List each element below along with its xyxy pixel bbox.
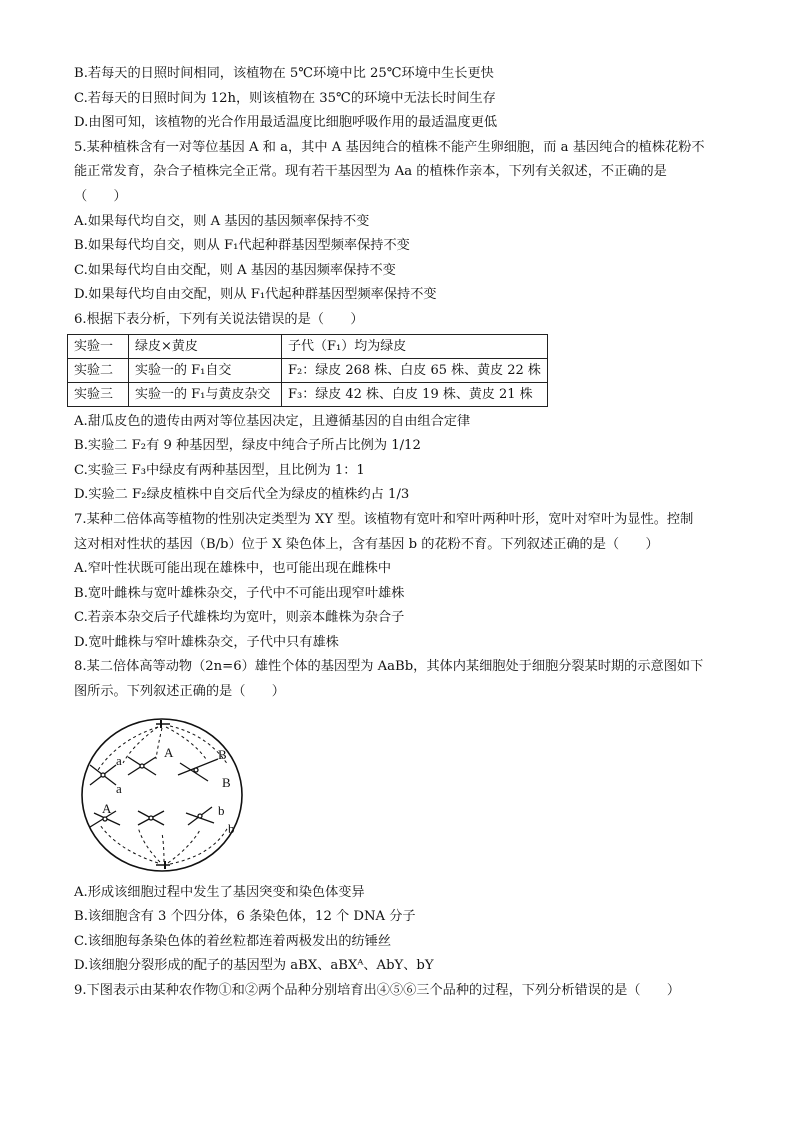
q6-stem: 6.根据下表分析，下列有关说法错误的是（ ）: [74, 311, 364, 327]
q8-option-a: A.形成该细胞过程中发生了基因突变和染色体变异: [74, 884, 365, 900]
q4-option-c: C.若每天的日照时间为 12h，则该植物在 35℃的环境中无法长时间生存: [74, 90, 496, 106]
q9-stem: 9.下图表示由某种农作物①和②两个品种分别培育出④⑤⑥三个品种的过程，下列分析错误的是（ ）: [74, 983, 681, 999]
table-cell: F₂：绿皮 268 株、白皮 65 株、黄皮 22 株: [282, 358, 548, 382]
table-cell: 绿皮×黄皮: [129, 334, 282, 358]
gene-label: B: [218, 746, 227, 762]
table-cell: 实验二: [68, 358, 129, 382]
q5-option-c: C.如果每代均自由交配，则 A 基因的基因频率保持不变: [74, 262, 396, 278]
q7-option-d: D.宽叶雌株与窄叶雄株杂交，子代中只有雄株: [74, 634, 339, 650]
q4-option-b: B.若每天的日照时间相同，该植物在 5℃环境中比 25℃环境中生长更快: [74, 66, 494, 81]
table-cell: 实验一的 F₁与黄皮杂交: [129, 382, 282, 406]
q5-answer-bracket: （ ）: [74, 188, 127, 204]
q7-option-c: C.若亲本杂交后子代雄株均为宽叶，则亲本雌株为杂合子: [74, 610, 405, 626]
table-cell: 实验一: [68, 334, 129, 358]
gene-label: A: [164, 744, 174, 760]
gene-label: b: [228, 820, 235, 836]
gene-label: a: [116, 752, 122, 768]
q5-option-d: D.如果每代均自由交配，则从 F₁代起种群基因型频率保持不变: [74, 287, 437, 303]
q7-stem-line-2: 这对相对性状的基因（B/b）位于 X 染色体上，含有基因 b 的花粉不育。下列叙述正确的是（ ）: [74, 536, 659, 552]
table-cell: 子代（F₁）均为绿皮: [282, 334, 548, 358]
q6-option-d: D.实验二 F₂绿皮植株中自交后代全为绿皮的植株约占 1/3: [74, 487, 410, 503]
cell-diagram: [78, 715, 248, 875]
q5-option-b: B.如果每代均自交，则从 F₁代起种群基因型频率保持不变: [74, 238, 410, 254]
q8-option-b: B.该细胞含有 3 个四分体，6 条染色体，12 个 DNA 分子: [74, 909, 416, 925]
q8-option-d: D.该细胞分裂形成的配子的基因型为 aBX、aBXᴬ、AbY、bY: [74, 958, 434, 974]
q6-option-b: B.实验二 F₂有 9 种基因型，绿皮中纯合子所占比例为 1/12: [74, 438, 421, 454]
q5-stem-line-2: 能正常发育，杂合子植株完全正常。现有若干基因型为 Aa 的植株作亲本，下列有关叙述，不正确的是: [74, 164, 667, 180]
gene-label: b: [218, 802, 225, 818]
q8-stem-line-1: 8.某二倍体高等动物（2n=6）雄性个体的基因型为 AaBb，其体内某细胞处于细胞分裂某时期的示意图如下: [74, 659, 704, 675]
q5-stem-line-1: 5.某种植株含有一对等位基因 A 和 a，其中 A 基因纯合的植株不能产生卵细胞，而 a 基因纯合的植株花粉不: [74, 139, 705, 155]
table-row: [68, 382, 548, 406]
q6-option-a: A.甜瓜皮色的遗传由两对等位基因决定，且遵循基因的自由组合定律: [74, 413, 471, 429]
q6-experiment-table: [67, 334, 548, 407]
document-page: [74, 62, 734, 1004]
gene-label: A: [102, 800, 112, 816]
table-row: [68, 334, 548, 358]
table-cell: F₃：绿皮 42 株、白皮 19 株、黄皮 21 株: [282, 382, 548, 406]
cell-division-figure: [78, 715, 248, 875]
centrosome-top: [156, 720, 170, 728]
centrosome-bottom: [156, 861, 170, 869]
q7-option-b: B.宽叶雌株与宽叶雄株杂交，子代中不可能出现窄叶雄株: [74, 585, 405, 601]
chromosomes-upper: [90, 757, 218, 785]
table-row: [68, 358, 548, 382]
table-cell: 实验一的 F₁自交: [129, 358, 282, 382]
table-cell: 实验三: [68, 382, 129, 406]
gene-label: a: [116, 780, 122, 796]
q7-option-a: A.窄叶性状既可能出现在雄株中，也可能出现在雌株中: [74, 561, 392, 577]
gene-label: B: [222, 774, 231, 790]
q4-option-d: D.由图可知，该植物的光合作用最适温度比细胞呼吸作用的最适温度更低: [74, 115, 498, 131]
cell-membrane: [82, 719, 242, 871]
q6-option-c: C.实验三 F₃中绿皮有两种基因型，且比例为 1：1: [74, 462, 365, 478]
q5-option-a: A.如果每代均自交，则 A 基因的基因频率保持不变: [74, 213, 370, 229]
q8-stem-line-2: 图所示。下列叙述正确的是（ ）: [74, 684, 285, 700]
q7-stem-line-1: 7.某种二倍体高等植物的性别决定类型为 XY 型。该植物有宽叶和窄叶两种叶形，宽叶对窄叶为显性。控制: [74, 511, 694, 527]
q8-option-c: C.该细胞每条染色体的着丝粒都连着两极发出的纺锤丝: [74, 933, 392, 949]
